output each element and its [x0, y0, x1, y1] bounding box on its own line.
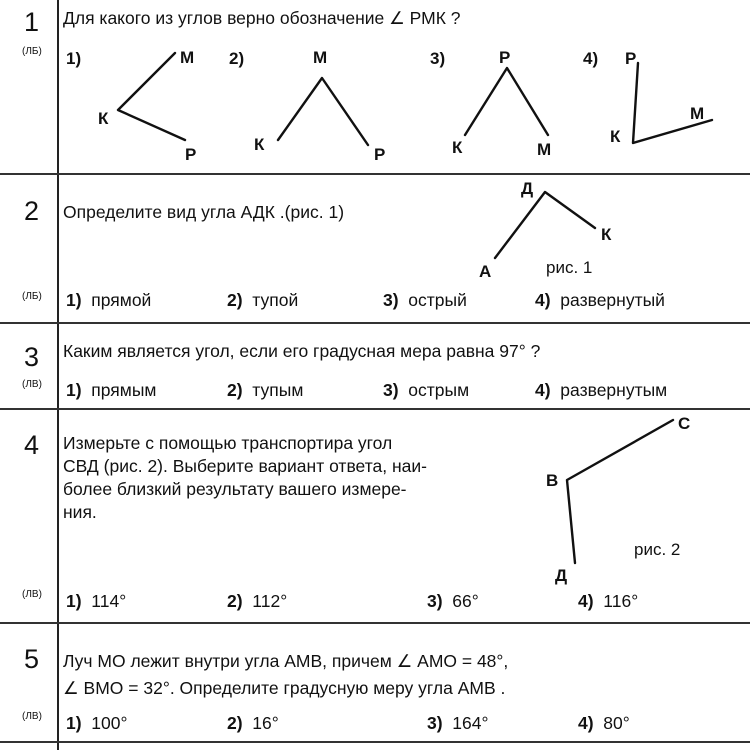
question-4-line-1: Измерьте с помощью транспортира угол	[63, 433, 393, 453]
q2-option-1[interactable]	[66, 292, 151, 310]
q2-option-3-text: острый	[408, 290, 467, 310]
q3-option-1-key: 1)	[66, 380, 82, 400]
q2-option-3[interactable]	[383, 292, 467, 310]
question-5-line-2: ∠ ВМО = 32°. Определите градусную меру угла АМВ .	[63, 678, 506, 698]
question-5-number: 5	[24, 644, 40, 674]
question-3-text: Каким является угол, если его градусная мера равна 97° ?	[63, 341, 541, 361]
q3-option-4-key: 4)	[535, 380, 551, 400]
q2-option-2-key: 2)	[227, 290, 243, 310]
question-1-text: Для какого из углов верно обозначение ∠ РМК ?	[63, 8, 461, 28]
q4-option-3-key: 3)	[427, 591, 443, 611]
q2-option-2-text: тупой	[252, 290, 299, 310]
q1-opt2-label-m: М	[313, 48, 328, 67]
q3-option-1[interactable]	[66, 382, 156, 400]
angle-option-3	[465, 68, 548, 135]
angle-option-4	[633, 63, 712, 143]
question-4-line-4: ния.	[63, 502, 97, 522]
angle-adk-figure	[495, 192, 595, 258]
q5-option-2-text: 16°	[252, 713, 279, 733]
q4-figure-label-c: С	[678, 414, 691, 433]
q1-opt1-label-p: Р	[185, 145, 197, 164]
q3-option-3-key: 3)	[383, 380, 399, 400]
q1-option-2-key[interactable]: 2)	[229, 49, 245, 68]
question-5-line-1: Луч МО лежит внутри угла АМВ, причем ∠ АМО = 48°,	[63, 651, 509, 671]
q4-option-4[interactable]	[578, 593, 638, 611]
q2-figure-caption: рис. 1	[546, 258, 593, 277]
q4-option-3[interactable]	[427, 593, 479, 611]
q4-option-2[interactable]	[227, 593, 287, 611]
q4-option-2-text: 112°	[252, 591, 288, 611]
question-2-level: (ЛБ)	[22, 291, 42, 302]
q1-opt4-label-m: М	[690, 104, 705, 123]
q1-opt3-label-p: Р	[499, 48, 511, 67]
q5-option-2-key: 2)	[227, 713, 243, 733]
q1-opt2-label-p: Р	[374, 145, 386, 164]
q5-option-4-text: 80°	[603, 713, 630, 733]
q5-option-3-text: 164°	[452, 713, 489, 733]
q1-opt1-label-m: М	[180, 48, 195, 67]
q5-option-1-key: 1)	[66, 713, 82, 733]
q1-option-3-key[interactable]: 3)	[430, 49, 446, 68]
q3-option-2-key: 2)	[227, 380, 243, 400]
q1-opt2-label-k: К	[254, 135, 265, 154]
q5-option-4-key: 4)	[578, 713, 594, 733]
q4-figure-label-d: Д	[555, 566, 568, 585]
q5-option-3[interactable]	[427, 715, 489, 733]
question-1-number: 1	[24, 7, 40, 37]
question-1-level: (ЛБ)	[22, 46, 42, 57]
q3-option-2[interactable]	[227, 382, 303, 400]
q5-option-4[interactable]	[578, 715, 630, 733]
q4-option-4-text: 116°	[603, 591, 639, 611]
question-2-number: 2	[24, 196, 40, 226]
question-4-line-2: СВД (рис. 2). Выберите вариант ответа, наи-	[63, 456, 427, 476]
q5-option-1-text: 100°	[91, 713, 128, 733]
q1-opt4-label-k: К	[610, 127, 621, 146]
q3-option-3[interactable]	[383, 382, 469, 400]
q2-figure-label-k: К	[601, 225, 612, 244]
q2-option-1-key: 1)	[66, 290, 82, 310]
q2-option-3-key: 3)	[383, 290, 399, 310]
q3-option-3-text: острым	[408, 380, 470, 400]
q3-option-1-text: прямым	[91, 380, 157, 400]
q1-opt3-label-m: М	[537, 140, 552, 159]
question-4-level: (ЛВ)	[22, 589, 42, 600]
q5-option-2[interactable]	[227, 715, 279, 733]
q2-figure-label-a: А	[479, 262, 492, 281]
question-3-number: 3	[24, 342, 40, 372]
question-4-line-3: более близкий результату вашего измере-	[63, 479, 407, 499]
q4-figure-caption: рис. 2	[634, 540, 681, 559]
q5-option-1[interactable]	[66, 715, 128, 733]
q5-option-3-key: 3)	[427, 713, 443, 733]
q2-option-1-text: прямой	[91, 290, 152, 310]
q2-option-4-key: 4)	[535, 290, 551, 310]
angle-option-2	[278, 78, 368, 145]
q2-option-4[interactable]	[535, 292, 665, 310]
q1-opt3-label-k: К	[452, 138, 463, 157]
q2-option-2[interactable]	[227, 292, 298, 310]
q3-option-2-text: тупым	[252, 380, 304, 400]
q1-option-4-key[interactable]: 4)	[583, 49, 599, 68]
q4-option-1[interactable]	[66, 593, 126, 611]
q4-option-2-key: 2)	[227, 591, 243, 611]
q4-option-1-key: 1)	[66, 591, 82, 611]
question-3-level: (ЛВ)	[22, 379, 42, 390]
q4-option-1-text: 114°	[91, 591, 127, 611]
q1-option-1-key[interactable]: 1)	[66, 49, 82, 68]
question-2-text: Определите вид угла АДК .(рис. 1)	[63, 202, 345, 222]
question-4-number: 4	[24, 430, 40, 460]
question-5-level: (ЛВ)	[22, 711, 42, 722]
q3-option-4-text: развернутым	[560, 380, 668, 400]
q2-figure-label-d: Д	[521, 179, 534, 198]
q4-option-3-text: 66°	[452, 591, 479, 611]
q1-opt1-label-k: К	[98, 109, 109, 128]
q3-option-4[interactable]	[535, 382, 667, 400]
q4-option-4-key: 4)	[578, 591, 594, 611]
q2-option-4-text: развернутый	[560, 290, 665, 310]
q4-figure-label-b: В	[546, 471, 559, 490]
q1-opt4-label-p: Р	[625, 49, 637, 68]
angle-option-1	[118, 53, 185, 140]
